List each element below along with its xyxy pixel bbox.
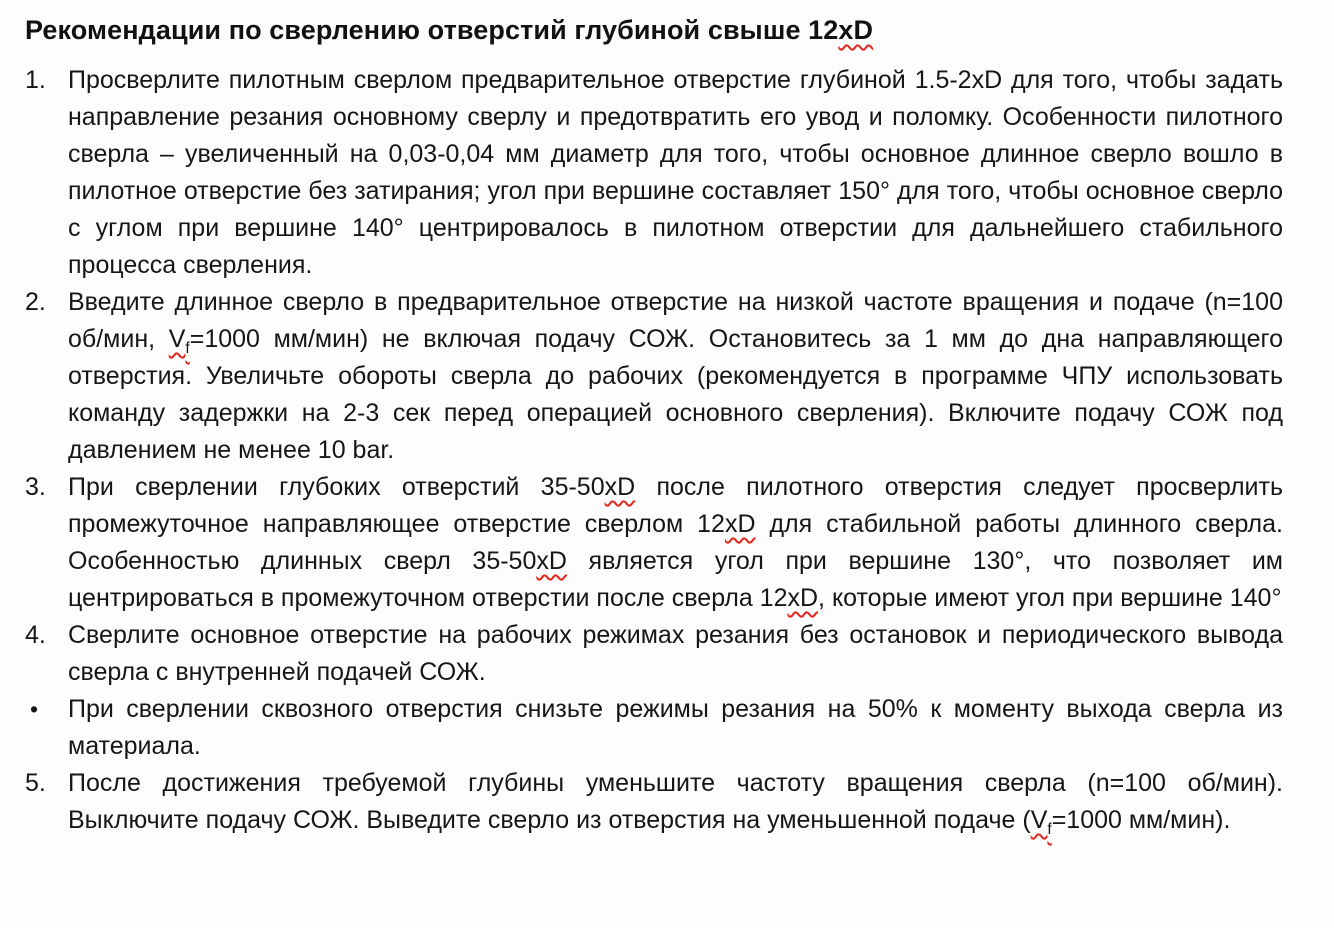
list-item-text (68, 617, 1283, 691)
text-segment: При сверлении сквозного отверстия снизьте режимы резания на 50% к моменту выхода сверла из материала. (68, 695, 1283, 760)
text-segment: для стабильной работы длинного сверла. Особенностью длинных сверл 35-50 (68, 510, 1283, 575)
number-marker: 4. (25, 621, 46, 649)
recommendations-list (25, 62, 1283, 839)
text-segment: После достижения требуемой глубины уменьшите частоту вращения сверла (n=100 об/мин). Выключите подачу СОЖ. Выведите сверло из отверстия на уменьшенной подаче ( (68, 769, 1283, 834)
number-marker: 3. (25, 473, 46, 501)
spellcheck-flagged-text: f (1047, 821, 1052, 838)
bullet-marker: • (30, 696, 39, 722)
list-item (25, 691, 1283, 765)
list-item-text (68, 765, 1283, 839)
text-segment: =1000 мм/мин) не включая подачу СОЖ. Остановитесь за 1 мм до дна направляющего отверстия. Увеличьте обороты сверла до рабочих (рекомендуется в программе ЧПУ использовать команду задержки на 2-3 сек перед операцией основного сверления). Включите подачу СОЖ под давлением не менее 10 bar. (68, 325, 1283, 464)
spellcheck-flagged-text: xD (787, 584, 819, 612)
text-segment: При сверлении глубоких отверстий 35-50 (68, 473, 605, 501)
list-item-text (68, 62, 1283, 284)
list-item-text (68, 469, 1283, 617)
text-segment: Введите длинное сверло в предварительное отверстие на низкой частоте вращения и подаче (n=100 об/мин, (68, 288, 1283, 353)
text-segment: является угол при вершине 130°, что позволяет им центрироваться в промежуточном отверстии после сверла 12 (68, 547, 1283, 612)
list-item (25, 765, 1283, 839)
spellcheck-flagged-text: V (1030, 806, 1048, 834)
spellcheck-flagged-text: xD (838, 15, 874, 45)
text-segment: Просверлите пилотным сверлом предварительное отверстие глубиной 1.5-2xD для того, чтобы задать направление резания основному сверлу и предотвратить его увод и поломку. Особенности пилотного сверла – увеличенный на 0,03-0,04 мм диаметр для того, чтобы основное длинное сверло вошло в пилотное отверстие без затирания; угол при вершине составляет 150° для того, чтобы основное сверло с углом при вершине 140° центрировалось в пилотном отверстии для дальнейшего стабильного процесса сверления. (68, 66, 1283, 279)
number-marker: 5. (25, 769, 46, 797)
text-segment: =1000 мм/мин). (1051, 806, 1231, 834)
list-item (25, 469, 1283, 617)
spellcheck-flagged-text: V (168, 325, 186, 353)
spellcheck-flagged-text: xD (724, 510, 756, 538)
text-segment: , которые имеют угол при вершине 140° (818, 584, 1282, 612)
list-item (25, 284, 1283, 469)
list-item (25, 62, 1283, 284)
text-segment: после пилотного отверстия следует просверлить промежуточное направляющее отверстие сверлом 12 (68, 473, 1283, 538)
list-item-text (68, 284, 1283, 469)
list-item (25, 617, 1283, 691)
spellcheck-flagged-text: xD (536, 547, 567, 575)
list-item-text (68, 691, 1283, 765)
document-title (25, 13, 1283, 47)
number-marker: 2. (25, 288, 46, 316)
text-segment: Сверлите основное отверстие на рабочих режимах резания без остановок и периодического вывода сверла с внутренней подачей СОЖ. (68, 621, 1283, 686)
text-segment: Рекомендации по сверлению отверстий глубиной свыше 12 (25, 15, 839, 45)
number-marker: 1. (25, 66, 46, 94)
spellcheck-flagged-text: f (185, 340, 190, 357)
spellcheck-flagged-text: xD (604, 473, 636, 501)
